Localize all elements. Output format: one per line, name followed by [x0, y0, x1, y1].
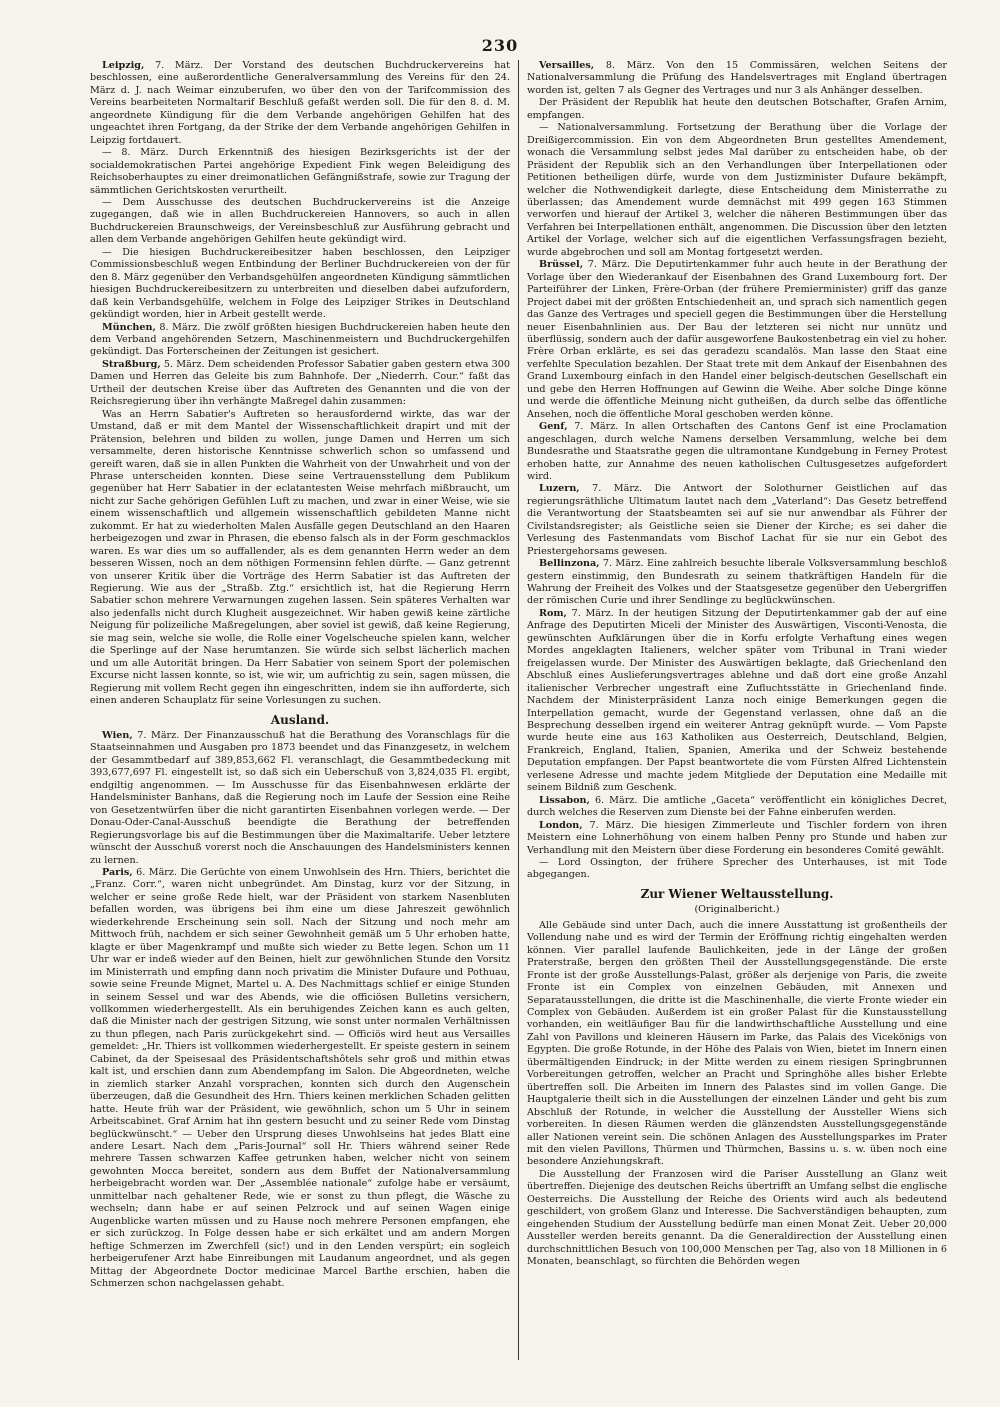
article-paragraph — [527, 122, 947, 259]
dateline-place: Straßburg, — [102, 358, 161, 370]
article-text: 7. März. In allen Ortschaften des Cantons Genf ist eine Proclamation angeschlagen, durch welche Namens derselben Versammlung, welche bei dem Bundesrathe und Staatsrathe gegen die ultramontane Kundgebung in Ferney Protest erhoben hatte, zur Annahme des neuen katholischen Cultusgesetzes aufgefordert wird. — [527, 421, 947, 482]
section-subtitle: (Originalbericht.) — [694, 904, 780, 916]
article-text: 7. März. Der Finanzausschuß hat die Berathung des Voranschlags für die Staatseinnahmen und Ausgaben pro 1873 beendet und das Finanzgesetz, in welchem der Gesammtbedarf auf 389,853,662 Fl. veranschlagt, die Gesammtbedeckung mit 393,677,697 Fl. eingestellt ist, so daß sich ein Ueberschuß von 3,824,035 Fl. ergibt, endgiltig angenommen. — Im Ausschusse für das Eisenbahnwesen erklärte der Handelsminister Banhans, daß die Regierung noch im Laufe der Session eine Reihe von Gesetzentwürfen über die nicht garantirten Eisenbahnen vorlegen werde. — Der Donau-Oder-Canal-Ausschuß beendigte die Berathung der betreffenden Regierungsvorlage bis auf die Bestimmungen über die Maximaltarife. Ueber letztere wünscht der Ausschuß vorerst noch die Anschauungen des Handelsministers kennen zu lernen. — [90, 730, 510, 866]
dateline-place: Bellinzona, — [539, 558, 600, 570]
article-text: 5. März. Dem scheidenden Professor Sabatier gaben gestern etwa 300 Damen und Herren das Geleite bis zum Bahnhofe. Der „Niederrh. Cour.“ faßt das Urtheil der deutschen Kreise über das Auftreten des Genannten und die von der Reichsregierung über ihn verhängte Maßregel dahin zusammen: — [90, 358, 510, 408]
article-paragraph — [527, 483, 947, 558]
article-text: Der Präsident der Republik hat heute den deutschen Botschafter, Grafen Arnim, empfangen. — [527, 97, 947, 121]
article-text: 8. März. Die zwölf größten hiesigen Buchdruckereien haben heute den dem Verband angehörenden Setzern, Maschinenmeistern und Buchdruckergehilfen gekündigt. Das Forterscheinen der Zeitungen ist gesichert. — [90, 321, 510, 358]
section-heading: Ausland. — [270, 712, 330, 727]
dateline-place: Wien, — [102, 730, 133, 742]
article-text: 7. März. In der heutigen Sitzung der Deputirtenkammer gab der auf eine Anfrage des Deputirten Miceli der Minister des Auswärtigen, Visconti-Venosta, die gewünschten Aufklärungen über die in Korfu erfolgte Verhaftung eines wegen Mordes angeklagten Italieners, welcher später vom Tribunal in Trani wieder freigelassen wurde. Der Minister des Auswärtigen beklagte, daß Griechenland den Abschluß eines Auslieferungsvertrages ablehne und daß dort eine große Anzahl italienischer Verbrecher ungestraft eine Zufluchtsstätte in Griechenland finde. Nachdem der Ministerpräsident Lanza noch einige Bemerkungen gegen die Interpellation gemacht, wurde der Gegenstand verlassen, ohne daß an die Besprechung desselben irgend ein weiterer Antrag geknüpft wurde. — Vom Papste wurde heute eine aus 163 Katholiken aus Oesterreich, Deutschland, Belgien, Frankreich, England, Italien, Spanien, Amerika und der Schweiz bestehende Deputation empfangen. Der Papst beantwortete die vom Fürsten Alfred Lichtenstein verlesene Adresse und machte jedem Mitgliede der Deputation eine Medaille mit seinem Bildniß zum Geschenk. — [527, 607, 947, 794]
article-paragraph — [90, 147, 510, 197]
article-paragraph — [527, 97, 947, 122]
column-divider — [518, 60, 519, 1360]
article-text: Was an Herrn Sabatier's Auftreten so herausfordernd wirkte, das war der Umstand, daß er mit dem Mantel der Wissenschaftlichkeit drapirt und mit der Prätension, belehren und bilden zu wollen, junge Damen und Herren um sich versammelte, deren historische Kenntnisse schwerlich schon so umfassend und gereift waren, daß sie in allen Punkten die Wahrheit von der Unwahrheit und von der Phrase unterscheiden konnten. Diese seine Vertrauensstellung dem Publikum gegenüber hat Herr Sabatier in der eclatantesten Weise mehrfach mißbraucht, um nicht zur Sache gehörigen Gefühlen Luft zu machen, und zwar in einer Weise, wie sie einem wissenschaftlich und allgemein wissenschaftlich gebildeten Manne nicht zukommt. Er hat zu wiederholten Malen Ausfälle gegen Deutschland an den Haaren herbeigezogen und zwar in Phrasen, die ebenso falsch als in der Form geschmacklos waren. Es war dies um so auffallender, als es dem genannten Herrn weder an dem besseren Wissen, noch an dem nöthigen Formensinn fehlen dürfte. — Ganz getrennt von unserer Kritik über die Vorträge des Herrn Sabatier ist das Auftreten der Regierung. Wie aus der „Straßb. Ztg.“ ersichtlich ist, hat die Regierung Herrn Sabatier schon mehrere Verwarnungen zugehen lassen. Sein späteres Verhalten war also jedenfalls nicht durch Klugheit ausgezeichnet. Wir haben gewiß keine zärtliche Neigung für polizeiliche Maßregelungen, aber soviel ist gewiß, daß keine Regierung, sie mag sein, welche sie wolle, die Rolle einer Vogelscheuche spielen kann, welcher die Sperlinge auf der Nase herumtanzen. Sie würde sich selbst lächerlich machen und um alle Autorität bringen. Da Herr Sabatier von seinem Sport der polemischen Excurse nicht lassen konnte, so ist, wie wir, um aufrichtig zu sein, sagen müssen, die Regierung mit vollem Recht gegen ihn eingeschritten, indem sie ihn aufforderte, sich einen anderen Schauplatz für seine Vorlesungen zu suchen. — [90, 408, 510, 707]
dateline-place: London, — [539, 819, 583, 831]
left-column — [90, 60, 510, 1360]
article-paragraph — [527, 421, 947, 483]
article-text: 7. März. Der Vorstand des deutschen Buchdruckervereins hat beschlossen, eine außerordentliche Generalversammlung des Vereins für den 24. März d. J. nach Weimar einzuberufen, wo über den von der Tarifcommission des Vereins bearbeiteten Normaltarif Beschluß gefaßt werden soll. Die für den 8. d. M. angeordnete Kündigung für die dem Verbande angehörigen Gehilfen hat des ungeachtet ihren Fortgang, da der Strike der dem Verbande angehörigen Gehilfen in Leipzig fortdauert. — [90, 60, 510, 146]
article-text: 7. März. Eine zahlreich besuchte liberale Volksversammlung beschloß gestern einstimmig, den Bundesrath zu seinem thatkräftigen Handeln für die Wahrung der Freiheit des Volkes und der Staatsgesetze gegenüber den Uebergriffen der römischen Curie und ihrer Sendlinge zu beglückwünschen. — [527, 558, 947, 607]
article-text: — Nationalversammlung. Fortsetzung der Berathung über die Vorlage der Dreißigercommission. Ein von dem Abgeordneten Brun gestelltes Amendement, wonach die Versammlung selbst jedes Mal darüber zu entscheiden habe, ob der Präsident der Republik sich an den Verhandlungen über Interpellationen oder Petitionen betheiligen dürfe, wurde von dem Justizminister Dufaure bekämpft, welcher die Nothwendigkeit darlegte, diese Entscheidung dem Ministerrathe zu überlassen; das Amendement wurde demnächst mit 499 gegen 163 Stimmen verworfen und hierauf der Artikel 3, welcher die näheren Bestimmungen über das Verfahren bei Interpellationen enthält, angenommen. Die Discussion über den letzten Artikel der Vorlage, welcher sich auf die eigentlichen Verfassungsfragen bezieht, wurde abgebrochen und soll am Montag fortgesetzt werden. — [527, 122, 947, 258]
dateline-place: Paris, — [102, 867, 133, 878]
section-heading: Zur Wiener Weltausstellung. — [640, 886, 834, 901]
right-column — [527, 60, 947, 1360]
dateline-place: Versailles, — [539, 60, 595, 71]
article-paragraph — [90, 247, 510, 322]
article-paragraph — [90, 322, 510, 359]
article-paragraph — [90, 730, 510, 867]
article-paragraph — [527, 920, 947, 1169]
article-text: — Die hiesigen Buchdruckereibesitzer haben beschlossen, den Leipziger Commissionsbeschluß wegen Entbindung der Berliner Buchdruckereien von der für den 8. März gegenüber den Verbandsgehülfen angeordneten Kündigung sämmtlichen hiesigen Buchdruckereibesitzern zu unterbreiten und dieselben dabei aufzufordern, daß kein Verbandsgehülfe, welchem in Folge des Leipziger Strikes in Deutschland gekündigt worden, hier in Arbeit gestellt werde. — [90, 246, 510, 321]
dateline-place: Genf, — [539, 421, 568, 433]
dateline-place: München, — [102, 321, 156, 333]
article-text: 7. März. Die Deputirtenkammer fuhr auch heute in der Berathung der Vorlage über den Wiederankauf der Eisenbahnen des Grand Luxembourg fort. Der Parteiführer der Linken, Frère-Orban (der frühere Premierminister) griff das ganze Project dabei mit der größten Entschiedenheit an, und sprach sich namentlich gegen das Ganze des Vertrages und speciell gegen die Bestimmungen über die Herstellung neuer Eisenbahnlinien aus. Der Bau der letzteren sei nicht nur unnütz und überflüssig, sondern auch der dafür ausgeworfene Baukostenbetrag ein viel zu hoher. Frère Orban erklärte, es sei das geradezu scandalös. Man lasse den Staat eine verfehlte Speculation bezahlen. Der Staat trete mit dem Ankauf der Eisenbahnen des Grand Luxembourg einfach in den Handel einer belgisch-deutschen Gesellschaft ein und gebe den Herren Hoffnungen auf Gewinn die Weihe. Aber solche Dinge könne und werde die öffentliche Meinung nicht gutheißen, da durch selbe das öffentliche Ansehen, noch die öffentliche Moral geschoben werden könne. — [527, 259, 947, 420]
article-text: Die Ausstellung der Franzosen wird die Pariser Ausstellung an Glanz weit übertreffen. Diejenige des deutschen Reichs übertrifft an Umfang selbst die englische Oesterreichs. Die Ausstellung der Reiche des Orients wird auch als bedeutend geschildert, von großem Glanz und Interesse. Die Sachverständigen behaupten, zum eingehenden Studium der Ausstellung bedürfe man einen Monat Zeit. Ueber 20,000 Aussteller werden bereits genannt. Da die Generaldirection der Ausstellung einen durchschnittlichen Besuch von 100,000 Menschen per Tag, also von 18 Millionen in 6 Monaten, beanschlagt, so fürchten die Behörden wegen — [527, 1168, 947, 1268]
article-paragraph — [90, 867, 510, 1290]
article-paragraph — [527, 259, 947, 421]
article-paragraph — [527, 608, 947, 795]
dateline-place: Leipzig, — [102, 60, 145, 71]
dateline-place: Rom, — [539, 607, 567, 619]
article-paragraph — [90, 409, 510, 708]
article-paragraph — [527, 795, 947, 820]
article-paragraph — [527, 820, 947, 857]
article-paragraph — [90, 197, 510, 247]
page-number: 230 — [481, 36, 519, 55]
article-text: 8. März. Von den 15 Commissären, welchen Seitens der Nationalversammlung die Prüfung des Handelsvertrages mit England übertragen worden ist, gelten 7 als Gegner des Vertrages und nur 3 als Anhänger desselben. — [527, 60, 947, 96]
article-text: 7. März. Die Antwort der Solothurner Geistlichen auf das regierungsräthliche Ultimatum lautet nach dem „Vaterland“: Das Gesetz betreffend die Verantwortung der Staatsbeamten sei auf sie nur anwendbar als Führer der Civilstandsregister; als Geistliche seien sie Diener der Kirche; es sei daher die Verlesung des Fastenmandats vom Bischof Lachat für sie nur ein Gebot des Priestergehorsams gewesen. — [527, 483, 947, 557]
dateline-place: Luzern, — [539, 483, 580, 495]
dateline-place: Lissabon, — [539, 794, 590, 806]
article-text: Alle Gebäude sind unter Dach, auch die innere Ausstattung ist großentheils der Vollendung nahe und es wird der Termin der Eröffnung richtig eingehalten werden können. Vier parallel laufende Baulichkeiten, jede in der Länge der großen Praterstraße, bergen den größten Theil der Ausstellungsgegenstände. Die erste Fronte ist der große Ausstellungs-Palast, größer als derjenige von Paris, die zweite Fronte ist ein Complex von einzelnen Gebäuden, mit Annexen und Separatausstellungen, die dritte ist die Maschinenhalle, die vierte Fronte wieder ein Complex von Gebäuden. Außerdem ist ein großer Palast für die Kunstausstellung vorhanden, ein weitläufiger Bau für die landwirthschaftliche Ausstellung und eine Zahl von Pavillons und kleineren Häusern im Parke, das Palais des Vicekönigs von Egypten. Die große Rotunde, in der Höhe des Palais von Wien, bietet im Innern einen übermältigenden Eindruck; in der Mitte werden zu einem riesigen Springbrunnen Vorbereitungen getroffen, welcher an Pracht und Springhöhe alles bisher Erlebte übertreffen soll. Die Arbeiten im Innern des Palastes sind im vollen Gange. Die Hauptgalerie theilt sich in die Ausstellungen der einzelnen Länder und geht bis zum Abschluß der Rotunde, in welcher die Ausstellung der Aussteller Wiens sich vorbereiten. In diesen Räumen werden die glänzendsten Ausstellungsgegenstände aller Nationen vereint sein. Die schönen Anlagen des Ausstellungsparkes im Prater mit den vielen Pavillons, Thürmen und Thürmchen, Bassins u. s. w. üben noch eine besondere Anziehungskraft. — [527, 919, 947, 1168]
article-paragraph — [527, 558, 947, 608]
article-paragraph — [527, 857, 947, 882]
article-paragraph — [90, 359, 510, 409]
article-paragraph — [527, 60, 947, 97]
article-paragraph — [527, 1169, 947, 1269]
article-text: — 8. März. Durch Erkenntniß des hiesigen Bezirksgerichts ist der der socialdemokratischen Partei angehörige Expedient Fink wegen Beleidigung des Reichsoberhauptes zu einer dreimonatlichen Gefängnißstrafe, sowie zur Tragung der sämmtlichen Gerichtskosten verurtheilt. — [90, 147, 510, 196]
article-text: — Dem Ausschusse des deutschen Buchdruckervereins ist die Anzeige zugegangen, daß wie in allen Buchdruckereien Hannovers, so auch in allen Buchdruckereien Braunschweigs, der Vereinsbeschluß zur Ausführung gebracht und allen dem Verbande angehörigen Gehilfen heute gekündigt wird. — [90, 196, 510, 246]
article-text: 7. März. Die hiesigen Zimmerleute und Tischler fordern von ihren Meistern eine Lohnerhöhung von einem halben Penny pro Stunde und haben zur Verhandlung mit den Meistern über diese Forderung ein besonderes Comité gewählt. — [527, 819, 947, 856]
article-text: — Lord Ossington, der frühere Sprecher des Unterhauses, ist mit Tode abgegangen. — [527, 857, 947, 881]
article-paragraph — [90, 60, 510, 147]
article-text: 6. März. Die Gerüchte von einem Unwohlsein des Hrn. Thiers, berichtet die „Franz. Corr.“, waren nicht unbegründet. Am Dinstag, kurz vor der Sitzung, in welcher er seine große Rede hielt, war der Präsident von starkem Nasenbluten befallen worden, was übrigens bei ihm eine um diese Jahreszeit gewöhnlich wiederkehrende Erscheinung sein soll. Nach der Sitzung und noch mehr am Mittwoch früh, nachdem er sich seiner Gewohnheit gemäß um 5 Uhr erhoben hatte, klagte er über Magenkrampf und mußte sich wieder zu Bette legen. Schon um 11 Uhr war er indeß wieder auf den Beinen, hielt zur gewöhnlichen Stunde den Vorsitz im Ministerrath und empfing dann noch privatim die Minister Dufaure und Pothuau, sowie seine Freunde Mignet, Martel u. A. Des Nachmittags schlief er einige Stunden in seinem Sessel und war des Abends, wie die officiösen Bulletins versichern, vollkommen wiederhergestellt. Als ein beruhigendes Zeichen kann es auch gelten, daß die Minister nach der gestrigen Sitzung, wie sonst unter normalen Verhältnissen zu thun pflegen, nach Paris zurückgekehrt sind. — Officiös wird heut aus Versailles gemeldet: „Hr. Thiers ist vollkommen wiederhergestellt. Er speiste gestern in seinem Cabinet, da der Speisesaal des Präsidentschaftshôtels sehr groß und mithin etwas kalt ist, und erschien dann zum Abendempfang im Salon. Die Abgeordneten, welche in ziemlich starker Anzahl vorsprachen, konnten sich durch den Augenschein überzeugen, daß die Gesundheit des Hrn. Thiers keinen merklichen Schaden gelitten hatte. Heute früh war der Präsident, wie gewöhnlich, schon um 5 Uhr in seinem Arbeitscabinet. Graf Arnim hat ihn gestern besucht und zu seiner Rede vom Dinstag beglückwünscht.“ — Ueber den Ursprung dieses Unwohlseins hat jedes Blatt eine andere Lesart. Nach dem „Paris-Journal“ soll Hr. Thiers während seiner Rede mehrere Tassen schwarzen Kaffee getrunken haben, welcher nicht von seinem gewohnten Mocca bereitet, sondern aus dem Buffet der Nationalversammlung herbeigebracht worden war. Der „Assemblée nationale“ zufolge habe er versäumt, unmittelbar nach gehaltener Rede, wie er sonst zu thun pflegt, die Wäsche zu wechseln; dann habe er auf seinen Pelzrock und auf seinen Wagen einige Augenblicke warten müssen und zu Hause noch mehrere Personen empfangen, ehe er sich zurückzog. In Folge dessen habe er sich erkältet und am andern Morgen heftige Schmerzen im Zwerchfell (sic!) und in den Lenden verspürt; ein sogleich herbeigerufener Arzt habe Einreibungen mit Laudanum angeordnet, und als gegen Mittag der Abgeordnete Doctor medicinae Marcel Barthe erschien, haben die Schmerzen schon nachgelassen gehabt. — [90, 867, 510, 1289]
article-text: 6. März. Die amtliche „Gaceta“ veröffentlicht ein königliches Decret, durch welches die Reserven zum Dienste bei der Fahne einberufen werden. — [527, 794, 947, 819]
dateline-place: Brüssel, — [539, 259, 584, 271]
